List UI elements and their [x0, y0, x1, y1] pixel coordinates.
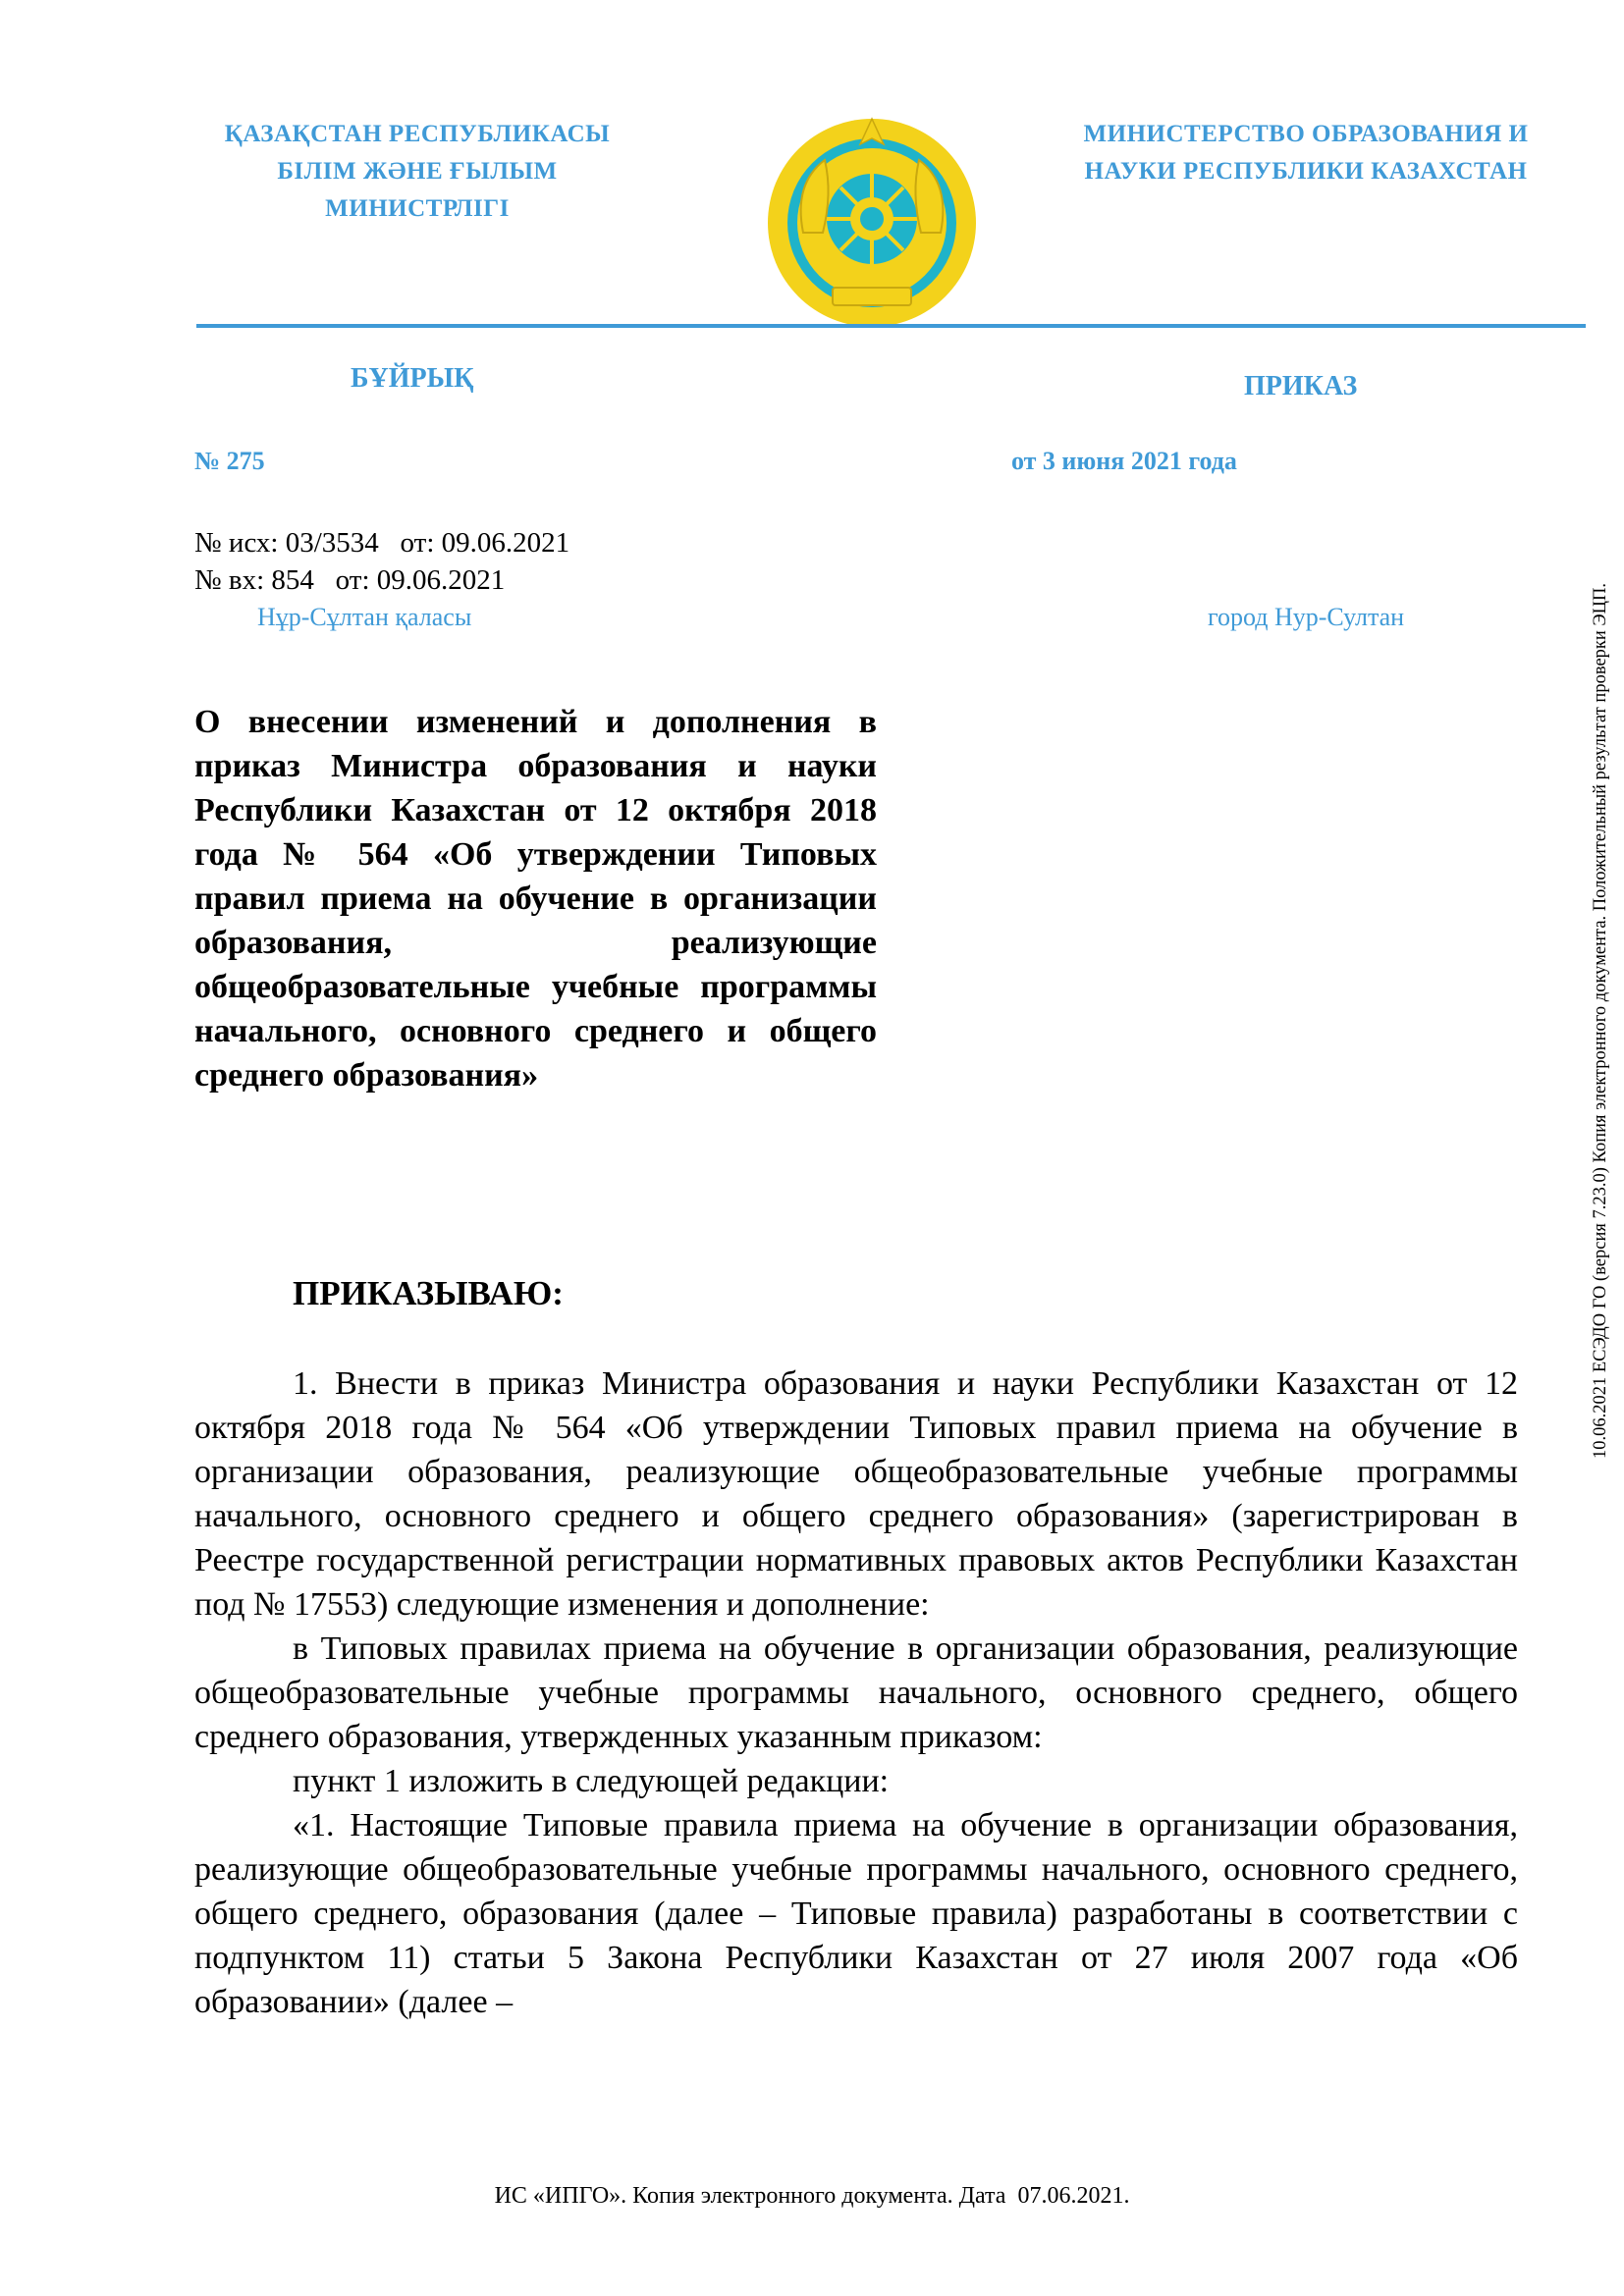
header-divider — [196, 324, 1586, 328]
order-date: от 3 июня 2021 года — [1011, 447, 1237, 475]
order-number: № 275 — [194, 447, 265, 475]
ministry-name-kz — [196, 116, 638, 228]
city-kz: Нұр-Сұлтан қаласы — [257, 603, 472, 631]
ministry-name-ru-line-1: МИНИСТЕРСТВО ОБРАЗОВАНИЯ И — [1083, 121, 1529, 147]
page-footer: ИС «ИПГО». Копия электронного документа. Дата 07.06.2021. — [494, 2183, 1130, 2209]
body-paragraph: «1. Настоящие Типовые правила приема на обучение в организации образования, реализующие общеобразовательные учебные программы начального, основного среднего, общего среднего, образования (далее – Типовые правила) разработаны в соответствии с подпунктом 11) статьи 5 Закона Республики Казахстан от 27 июля 2007 года «Об образовании» (далее – — [194, 1807, 1518, 2020]
signature-stamp-text: 10.06.2021 ЕСЭДО ГО (версия 7.23.0) Копия электронного документа. Положительный результат проверки ЭЦП. — [1591, 583, 1610, 1459]
ministry-name-kz-line-2: БІЛІМ ЖӘНЕ ҒЫЛЫМ — [277, 158, 558, 185]
outgoing-registration: № исх: 03/3534 от: 09.06.2021 — [194, 527, 570, 559]
city-ru: город Нур-Султан — [1208, 603, 1405, 631]
kazakhstan-emblem-icon — [764, 115, 980, 331]
ministry-name-kz-line-1: ҚАЗАҚСТАН РЕСПУБЛИКАСЫ — [224, 121, 611, 147]
body-paragraph: 1. Внести в приказ Министра образования и науки Республики Казахстан от 12 октября 2018 года № 564 «Об утверждении Типовых правил приема на обучение в организации образования, реализующие общеобразовательные учебные программы начального, основного среднего и общего среднего образования» (зарегистрирован в Реестре государственной регистрации нормативных правовых актов Республики Казахстан под № 17553) следующие изменения и дополнение: — [194, 1365, 1518, 1623]
body-paragraph: пункт 1 изложить в следующей редакции: — [293, 1763, 890, 1799]
order-label-kz: БҰЙРЫҚ — [351, 363, 474, 394]
document-title: О внесении изменений и дополнения в приказ Министра образования и науки Республики Казахстан от 12 октября 2018 года № 564 «Об утверждении Типовых правил приема на обучение в организации образования, реализующие общеобразовательные учебные программы начального, основного среднего и общего среднего образования» — [194, 704, 877, 1094]
document-body — [194, 1362, 1518, 2024]
body-paragraph: в Типовых правилах приема на обучение в организации образования, реализующие общеобразовательные учебные программы начального, основного среднего, общего среднего образования, утвержденных указанным приказом: — [194, 1630, 1518, 1755]
ordering-heading: ПРИКАЗЫВАЮ: — [293, 1274, 564, 1312]
incoming-registration: № вх: 854 от: 09.06.2021 — [194, 564, 506, 596]
ministry-name-kz-line-3: МИНИСТРЛІГІ — [325, 195, 510, 222]
order-label-ru: ПРИКАЗ — [1244, 371, 1358, 401]
ministry-name-ru-line-2: НАУКИ РЕСПУБЛИКИ КАЗАХСТАН — [1084, 158, 1528, 185]
ministry-name-ru — [1051, 116, 1561, 190]
